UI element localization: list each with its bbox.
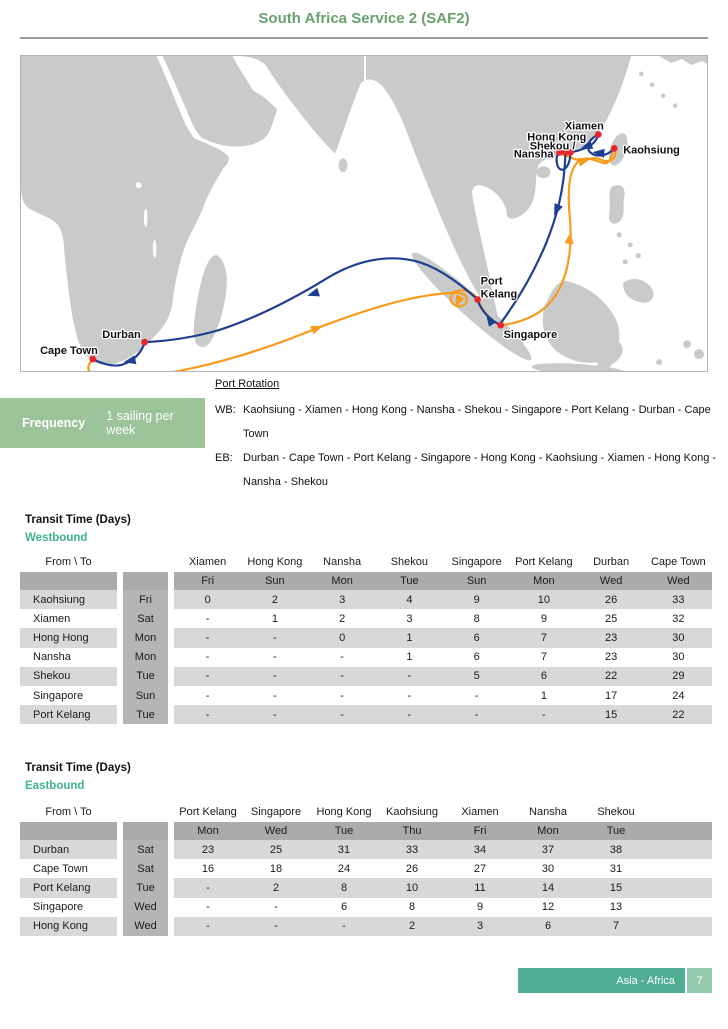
transit-days-cell: -	[242, 917, 310, 936]
transit-days-cell: 3	[406, 612, 413, 625]
departure-day-cell: Wed	[123, 917, 168, 936]
transit-days-cell: 2	[242, 878, 310, 897]
transit-days-cell: -	[443, 705, 510, 724]
westbound-table	[20, 552, 712, 724]
arrival-day-cell: Tue	[582, 822, 650, 840]
filler	[650, 917, 712, 936]
transit-days-cell: 26	[405, 862, 419, 875]
transit-days-cell: 9	[476, 901, 484, 914]
footer-region-label: Asia - Africa	[616, 974, 675, 987]
departure-day-cell: Wed	[123, 898, 168, 917]
transit-days-cell: 30	[541, 862, 555, 875]
transit-days-cell: 4	[376, 590, 443, 609]
origin-port-cell: Singapore	[33, 689, 84, 702]
origin-port-cell: Xiamen	[33, 612, 71, 625]
transit-days-cell: 7	[582, 917, 650, 936]
transit-days-cell: -	[273, 651, 277, 664]
transit-days-cell: -	[174, 917, 242, 936]
transit-days-cell: -	[174, 667, 241, 686]
transit-days-cell: -	[310, 917, 378, 936]
transit-title-eastbound: Transit Time (Days)	[25, 762, 131, 774]
transit-days-cell: 23	[605, 651, 618, 664]
transit-days-cell: 31	[609, 862, 623, 875]
landmass-hainan	[536, 166, 550, 178]
transit-days-cell: 30	[672, 651, 685, 664]
column-header: Xiamen	[188, 556, 227, 568]
table-days-row	[20, 822, 712, 840]
transit-days-cell: 37	[514, 840, 582, 859]
cell	[20, 572, 117, 590]
lake	[136, 182, 142, 188]
transit-days-cell: 6	[340, 901, 348, 914]
arrival-day-cell: Wed	[242, 822, 310, 840]
column-header: Shekou	[597, 806, 635, 818]
arrival-day-cell: Sun	[443, 572, 510, 590]
day-col-header	[123, 802, 168, 822]
arrival-day-cell: Fri	[174, 572, 241, 590]
transit-days-cell: -	[309, 705, 376, 724]
filler	[650, 898, 712, 917]
port-label-singapore: Singapore	[503, 329, 558, 342]
table-row	[20, 609, 712, 628]
eastbound-rotation	[215, 446, 720, 494]
wb-label: WB:	[215, 404, 236, 416]
transit-days-cell: 3	[309, 590, 376, 609]
table-row	[20, 628, 712, 647]
transit-days-cell: 1	[271, 612, 278, 625]
transit-days-cell: -	[241, 705, 308, 724]
arrival-day-cell: Mon	[510, 572, 577, 590]
cell	[123, 822, 168, 840]
transit-days-cell: -	[474, 689, 479, 702]
table-row	[20, 648, 712, 667]
landmass-island	[656, 359, 662, 365]
transit-days-cell: 3	[446, 917, 514, 936]
corner-cell: From \ To	[45, 806, 92, 818]
transit-days-cell: 33	[378, 840, 446, 859]
transit-days-cell: -	[206, 901, 210, 914]
transit-days-cell: -	[274, 901, 278, 914]
table-row	[20, 898, 712, 917]
landmass-island	[661, 93, 666, 98]
transit-days-cell: 12	[541, 901, 555, 914]
column-header: Singapore	[451, 556, 502, 568]
footer-page-number: 7	[687, 968, 712, 993]
day-col-header	[123, 552, 168, 572]
eb-rotation-text	[243, 446, 720, 494]
transit-days-cell: -	[510, 705, 577, 724]
arrival-day-cell: Mon	[309, 572, 376, 590]
landmass-island	[683, 340, 691, 348]
transit-days-cell: 8	[310, 878, 378, 897]
transit-days-cell: 34	[446, 840, 514, 859]
origin-port-cell: Singapore	[33, 901, 84, 914]
transit-days-cell: 6	[514, 917, 582, 936]
origin-port-cell: Shekou	[20, 667, 117, 686]
transit-days-cell: -	[205, 612, 210, 625]
port-label-durban: Durban	[102, 329, 141, 342]
port-dot-kaohsiung	[611, 145, 618, 152]
column-header: Nansha	[529, 806, 567, 818]
eb-rotation-line1: Durban - Cape Town - Port Kelang - Singapore - Hong Kong - Kaohsiung - Xiamen - Hong Kong -	[243, 452, 717, 464]
transit-days-cell: 2	[339, 612, 346, 625]
departure-day-cell: Fri	[123, 590, 168, 609]
filler	[650, 822, 712, 840]
lake	[144, 209, 148, 227]
origin-port-cell: Port Kelang	[20, 878, 117, 897]
landmass-japan	[659, 56, 707, 65]
arrival-day-cell: Tue	[310, 822, 378, 840]
origin-port-cell: Durban	[20, 840, 117, 859]
direction-label-westbound: Westbound	[25, 532, 88, 544]
transit-title-westbound: Transit Time (Days)	[25, 514, 131, 526]
landmass-island	[650, 83, 655, 88]
transit-days-cell: 24	[672, 689, 685, 702]
transit-days-cell: -	[273, 689, 277, 702]
transit-days-cell: 10	[510, 590, 577, 609]
column-header: Xiamen	[461, 806, 499, 818]
transit-days-cell: 17	[605, 689, 618, 702]
transit-days-cell: 18	[269, 862, 283, 875]
eastbound-arrow	[565, 231, 575, 244]
column-header: Singapore	[250, 806, 302, 818]
filler	[650, 840, 712, 859]
transit-days-cell: 6	[473, 651, 480, 664]
transit-days-cell: 30	[645, 628, 712, 647]
transit-days-cell: 2	[241, 590, 308, 609]
wb-rotation-text: Kaohsiung - Xiamen - Hong Kong - Nansha - Shekou - Singapore - Port Kelang - Durban - Cape Town	[243, 404, 711, 440]
arrival-day-cell: Wed	[645, 572, 712, 590]
arrival-day-cell: Fri	[446, 822, 514, 840]
transit-days-cell: -	[241, 667, 308, 686]
table-row	[20, 686, 712, 705]
transit-days-cell: 7	[510, 628, 577, 647]
transit-days-cell: -	[376, 667, 443, 686]
landmass-group	[21, 56, 707, 371]
port-dot-singapore	[497, 322, 504, 329]
filler	[650, 859, 712, 878]
landmass-sri-lanka	[339, 158, 348, 172]
origin-port-cell: Nansha	[33, 651, 71, 664]
transit-days-cell: -	[174, 628, 241, 647]
eastbound-arrow	[578, 155, 592, 167]
transit-days-cell: 15	[578, 705, 645, 724]
table-row	[20, 705, 712, 724]
transit-days-cell: 1	[406, 651, 413, 664]
arrival-day-cell: Wed	[578, 572, 645, 590]
transit-days-cell: 2	[378, 917, 446, 936]
table-row	[20, 917, 712, 936]
departure-day-cell: Sun	[123, 686, 168, 705]
transit-days-cell: 29	[645, 667, 712, 686]
landmass-island	[617, 232, 622, 237]
transit-days-cell: 8	[408, 901, 416, 914]
table-header-row	[20, 802, 712, 822]
corner-cell: From \ To	[45, 556, 92, 568]
departure-day-cell: Mon	[123, 628, 168, 647]
table-row	[20, 590, 712, 609]
transit-days-cell: 1	[376, 628, 443, 647]
landmass-island	[694, 349, 704, 359]
column-header: Port Kelang	[515, 556, 573, 568]
column-header: Cape Town	[650, 556, 706, 568]
transit-days-cell: -	[407, 689, 412, 702]
transit-days-cell: 1	[540, 689, 547, 702]
port-rotation	[215, 378, 720, 494]
column-header: Kaohsiung	[386, 806, 438, 818]
transit-days-cell: 22	[578, 667, 645, 686]
landmass-island	[673, 103, 678, 108]
port-label-nansha: Nansha	[513, 148, 554, 161]
column-header: Hong Kong	[316, 806, 372, 818]
port-dot-durban	[141, 339, 148, 346]
arrival-day-cell: Tue	[376, 572, 443, 590]
origin-port-cell: Kaohsiung	[20, 590, 117, 609]
route-map-svg	[21, 56, 707, 371]
column-header: Shekou	[390, 556, 429, 568]
table-row	[20, 840, 712, 859]
transit-days-cell: -	[340, 689, 344, 702]
frequency-value: 1 sailing per week	[106, 409, 174, 437]
cell	[123, 572, 168, 590]
departure-day-cell: Tue	[123, 667, 168, 686]
direction-label-eastbound: Eastbound	[25, 780, 85, 792]
transit-days-cell: 22	[645, 705, 712, 724]
transit-days-cell: 9	[443, 590, 510, 609]
transit-days-cell: 15	[582, 878, 650, 897]
landmass-island	[628, 242, 633, 247]
transit-days-cell: 6	[443, 628, 510, 647]
cell	[20, 822, 117, 840]
transit-days-cell: 32	[672, 612, 685, 625]
table-row	[20, 878, 712, 897]
origin-port-cell: Hong Hong	[20, 628, 117, 647]
arrival-day-cell: Thu	[378, 822, 446, 840]
landmass-mindanao	[623, 279, 653, 303]
transit-days-cell: 9	[540, 612, 547, 625]
filler	[650, 878, 712, 897]
transit-days-cell: 8	[473, 612, 480, 625]
landmass-luzon	[609, 185, 625, 224]
transit-days-cell: 0	[309, 628, 376, 647]
port-label-hong-kong: Hong Kong	[527, 131, 587, 144]
departure-day-cell: Mon	[123, 648, 168, 667]
origin-port-cell: Port Kelang	[20, 705, 117, 724]
footer-region-bar	[518, 968, 685, 993]
transit-days-cell: 0	[174, 590, 241, 609]
transit-days-cell: 23	[578, 628, 645, 647]
table-header-row	[20, 552, 712, 572]
port-label-port: Port	[480, 275, 503, 288]
transit-days-cell: 23	[174, 840, 242, 859]
arrival-day-cell: Mon	[514, 822, 582, 840]
transit-days-cell: 16	[201, 862, 215, 875]
landmass-island	[636, 253, 641, 258]
transit-days-cell: -	[205, 651, 210, 664]
transit-days-cell: 25	[605, 612, 618, 625]
transit-days-cell: 27	[473, 862, 487, 875]
filler	[650, 802, 712, 822]
transit-days-cell: 25	[242, 840, 310, 859]
origin-port-cell: Hong Kong	[20, 917, 117, 936]
transit-days-cell: 11	[446, 878, 514, 897]
transit-days-cell: -	[340, 651, 344, 664]
origin-port-cell: Cape Town	[33, 862, 88, 875]
frequency-label: Frequency	[22, 416, 86, 430]
table-days-row	[20, 572, 712, 590]
transit-days-cell: 31	[310, 840, 378, 859]
port-label-shekou: Shekou /	[529, 140, 576, 153]
transit-days-cell: -	[376, 705, 443, 724]
eastbound-table	[20, 802, 712, 936]
port-rotation-title: Port Rotation	[215, 378, 280, 390]
lake	[153, 240, 157, 258]
transit-days-cell: -	[174, 705, 241, 724]
transit-days-cell: 33	[645, 590, 712, 609]
transit-days-cell: 5	[443, 667, 510, 686]
transit-days-cell: -	[174, 878, 242, 897]
landmass-island	[623, 259, 628, 264]
route-map	[20, 55, 708, 372]
eastbound-arrow	[310, 322, 324, 335]
transit-days-cell: 10	[378, 878, 446, 897]
transit-days-cell: 26	[578, 590, 645, 609]
transit-days-cell: 14	[514, 878, 582, 897]
departure-day-cell: Sat	[123, 609, 168, 628]
eb-rotation-line2: Nansha - Shekou	[243, 476, 328, 488]
transit-days-cell: -	[241, 628, 308, 647]
eb-label: EB:	[215, 452, 233, 464]
table-row	[20, 859, 712, 878]
westbound-rotation	[215, 398, 720, 446]
arrival-day-cell: Sun	[241, 572, 308, 590]
port-label-kelang: Kelang	[480, 288, 518, 301]
transit-days-cell: 38	[582, 840, 650, 859]
transit-days-cell: 13	[609, 901, 623, 914]
port-label-xiamen: Xiamen	[564, 120, 604, 133]
arrival-day-cell: Mon	[174, 822, 242, 840]
transit-days-cell: -	[309, 667, 376, 686]
transit-days-cell: -	[205, 689, 210, 702]
port-label-kaohsiung: Kaohsiung	[623, 144, 680, 157]
departure-day-cell: Sat	[123, 840, 168, 859]
column-header: Durban	[593, 556, 630, 568]
departure-day-cell: Sat	[123, 859, 168, 878]
column-header: Port Kelang	[179, 806, 237, 818]
column-header: Nansha	[323, 556, 362, 568]
column-header: Hong Kong	[247, 556, 303, 568]
frequency-panel	[0, 398, 205, 448]
departure-day-cell: Tue	[123, 705, 168, 724]
landmass-island	[639, 72, 644, 77]
title-divider	[20, 37, 708, 39]
transit-days-cell: 24	[337, 862, 351, 875]
port-label-cape-town: Cape Town	[40, 345, 98, 358]
table-row	[20, 667, 712, 686]
transit-days-cell: 7	[540, 651, 547, 664]
page-title: South Africa Service 2 (SAF2)	[258, 10, 470, 27]
departure-day-cell: Tue	[123, 878, 168, 897]
transit-days-cell: 6	[510, 667, 577, 686]
